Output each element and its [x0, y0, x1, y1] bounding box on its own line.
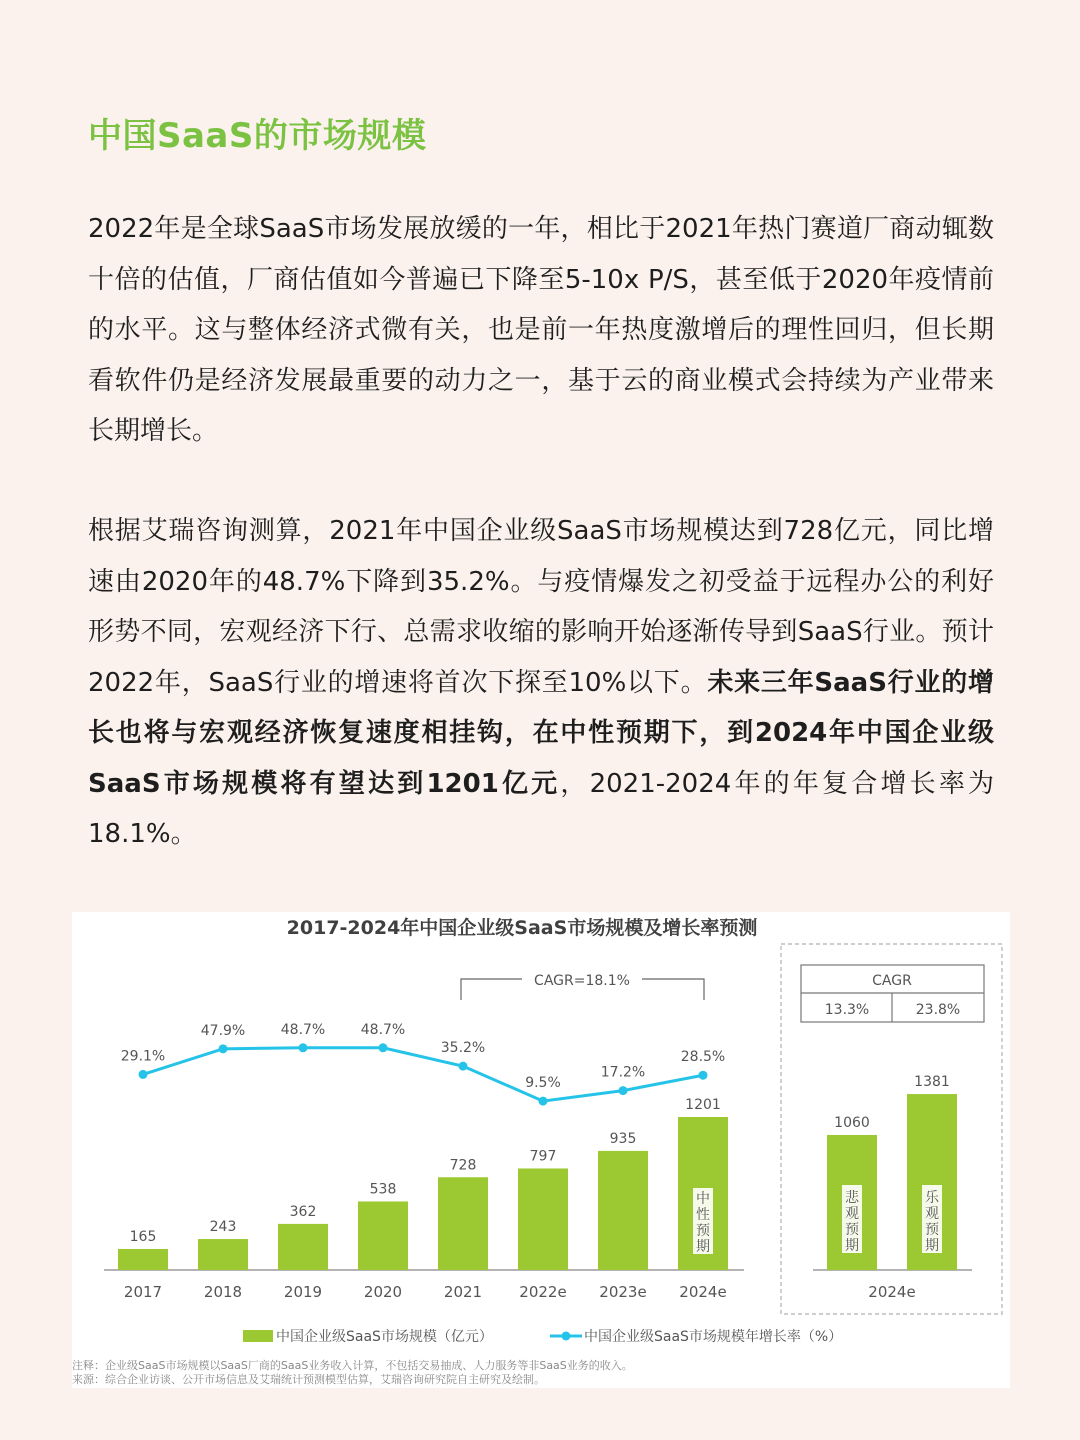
bar-2022e	[518, 1168, 568, 1270]
cagr-table	[801, 965, 984, 1022]
category-label: 2021	[443, 1283, 483, 1301]
bar-2019	[278, 1224, 328, 1270]
category-label: 2020	[363, 1283, 403, 1301]
bar-2023e	[598, 1151, 648, 1270]
chart-note: 注释：企业级SaaS市场规模以SaaS厂商的SaaS业务收入计算，不包括交易抽成、人力服务等非SaaS业务的收入。	[72, 1359, 633, 1372]
bar-inner-label-char: 中	[696, 1191, 710, 1207]
main-plot	[104, 1022, 744, 1301]
growth-rate-label: 48.7%	[280, 1021, 326, 1038]
scenario-inner-label-char: 悲	[845, 1190, 859, 1206]
bar-value-label: 728	[449, 1157, 477, 1174]
cagr-bracket	[461, 973, 704, 1000]
chart-card	[72, 912, 1010, 1388]
bar-value-label: 1201	[685, 1097, 721, 1113]
growth-rate-marker	[459, 1062, 468, 1071]
cagr-bracket-left	[461, 979, 522, 1000]
scenario-inner-label-char: 乐	[925, 1190, 939, 1206]
growth-rate-marker	[379, 1043, 388, 1052]
growth-rate-marker	[139, 1070, 148, 1079]
scenario-inner-label-char: 期	[925, 1238, 939, 1254]
scenario-inner-label-char: 预	[845, 1222, 859, 1238]
bar-2020	[358, 1201, 408, 1270]
legend-line-label: 中国企业级SaaS市场规模年增长率（%）	[584, 1329, 843, 1345]
legend-bar-swatch	[243, 1330, 273, 1342]
scenario-bar-value: 1381	[914, 1074, 950, 1091]
growth-rate-marker	[299, 1043, 308, 1052]
scenario-plot	[813, 1074, 972, 1301]
intro-paragraph: 2022年是全球SaaS市场发展放缓的一年，相比于2021年热门赛道厂商动辄数十倍的估值，厂商估值如今普遍已下降至5-10x P/S，甚至低于2020年疫情前的水平。这与整体经济式微有关，也是前一年热度激增后的理性回归，但长期看软件仍是经济发展最重要的动力之一，基于云的商业模式会持续为产业带来长期增长。	[88, 214, 994, 446]
bar-inner-label-char: 期	[696, 1239, 710, 1255]
market-paragraph-tail: ，2021-2024年的年复合增长率为18.1%。	[88, 768, 995, 849]
saas-chart	[72, 912, 1010, 1388]
market-paragraph-highlight: 未来三年SaaS行业的增长也将与宏观经济恢复速度相挂钩，在中性预期下，到2024年中国企业级SaaS市场规模将有望达到1201亿元	[88, 667, 994, 799]
bar-2021	[438, 1177, 488, 1270]
cagr-bracket-right	[642, 979, 704, 1000]
category-label: 2024e	[679, 1283, 727, 1301]
growth-rate-marker	[219, 1044, 228, 1053]
chart-legend	[243, 1328, 842, 1345]
growth-rate-label: 35.2%	[440, 1040, 486, 1057]
growth-rate-marker	[539, 1097, 548, 1106]
scenario-inner-label-char: 观	[845, 1206, 859, 1222]
bar-value-label: 797	[529, 1148, 557, 1165]
category-label: 2018	[203, 1283, 243, 1301]
scenario-inner-label-char: 预	[925, 1222, 939, 1238]
growth-rate-label: 28.5%	[680, 1049, 726, 1066]
page-title: 中国SaaS的市场规模	[88, 116, 427, 156]
growth-rate-label: 9.5%	[525, 1075, 561, 1092]
category-label: 2022e	[519, 1283, 567, 1301]
cagr-table-header: CAGR	[872, 973, 912, 989]
category-label: 2019	[283, 1283, 323, 1301]
scenario-category-label: 2024e	[868, 1283, 916, 1301]
market-paragraph-text: 根据艾瑞咨询测算，2021年中国企业级SaaS市场规模达到728亿元，同比增速由2020年的48.7%下降到35.2%。与疫情爆发之初受益于远程办公的利好形势不同，宏观经济下行、总需求收缩的影响开始逐渐传导到SaaS行业。预计2022年，SaaS行业的增速将首次下探至10%以下。	[88, 516, 994, 698]
growth-rate-marker	[619, 1086, 628, 1095]
growth-rate-marker	[699, 1071, 708, 1080]
category-label: 2023e	[599, 1283, 647, 1301]
cagr-optimistic-value: 23.8%	[915, 1002, 961, 1018]
bar-value-label: 935	[609, 1130, 637, 1147]
growth-rate-label: 17.2%	[600, 1064, 646, 1081]
bar-value-label: 538	[369, 1181, 397, 1198]
bar-2017	[118, 1249, 168, 1270]
scenario-inner-label-char: 观	[925, 1206, 939, 1222]
bar-value-label: 362	[289, 1203, 317, 1220]
growth-rate-label: 47.9%	[200, 1022, 246, 1039]
scenario-bar-value: 1060	[834, 1114, 870, 1131]
bar-2018	[198, 1239, 248, 1270]
scenario-inner-label-char: 期	[845, 1238, 859, 1254]
cagr-pessimistic-value: 13.3%	[824, 1002, 870, 1018]
bar-value-label: 243	[209, 1219, 237, 1236]
chart-title: 2017-2024年中国企业级SaaS市场规模及增长率预测	[286, 917, 758, 939]
market-paragraph	[88, 506, 994, 860]
cagr-bracket-label: CAGR=18.1%	[534, 973, 630, 989]
category-label: 2017	[123, 1283, 163, 1301]
bar-inner-label-char: 预	[696, 1223, 710, 1239]
bar-value-label: 165	[129, 1228, 157, 1245]
legend-bar-label: 中国企业级SaaS市场规模（亿元）	[276, 1329, 493, 1345]
bar-inner-label-char: 性	[696, 1207, 710, 1223]
chart-source: 来源：综合企业访谈、公开市场信息及艾瑞统计预测模型估算，艾瑞咨询研究院自主研究及绘制。	[72, 1373, 545, 1386]
growth-rate-label: 48.7%	[360, 1021, 406, 1038]
legend-line-marker	[562, 1332, 571, 1341]
growth-rate-label: 29.1%	[120, 1048, 166, 1065]
